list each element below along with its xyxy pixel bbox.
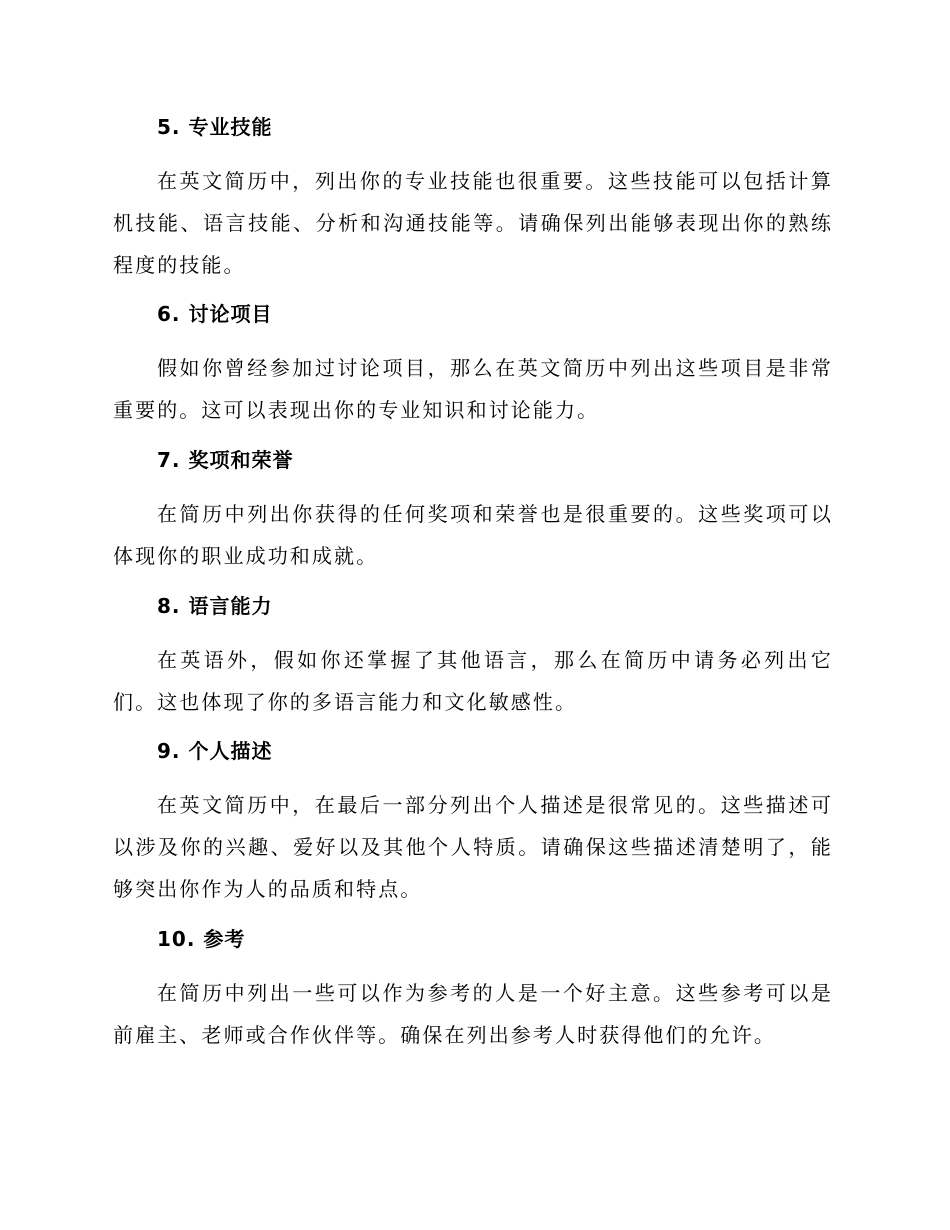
section-professional-skills: [113, 113, 833, 286]
section-language-ability: [113, 592, 833, 723]
section-paragraph: 假如你曾经参加过讨论项目，那么在英文简历中列出这些项目是非常重要的。这可以表现出你的专业知识和讨论能力。: [113, 356, 833, 422]
section-paragraph: 在英文简历中，在最后一部分列出个人描述是很常见的。这些描述可以涉及你的兴趣、爱好以及其他个人特质。请确保这些描述清楚明了，能够突出你作为人的品质和特点。: [113, 793, 833, 901]
section-paragraph: 在英文简历中，列出你的专业技能也很重要。这些技能可以包括计算机技能、语言技能、分析和沟通技能等。请确保列出能够表现出你的熟练程度的技能。: [113, 169, 833, 277]
section-heading: 5. 专业技能: [157, 115, 273, 139]
section-heading: 7. 奖项和荣誉: [157, 448, 294, 472]
section-paragraph: 在简历中列出你获得的任何奖项和荣誉也是很重要的。这些奖项可以体现你的职业成功和成就。: [113, 502, 833, 568]
section-paragraph: 在英语外，假如你还掌握了其他语言，那么在简历中请务必列出它们。这也体现了你的多语言能力和文化敏感性。: [113, 648, 833, 714]
section-references: [113, 925, 833, 1056]
section-paragraph: 在简历中列出一些可以作为参考的人是一个好主意。这些参考可以是前雇主、老师或合作伙伴等。确保在列出参考人时获得他们的允许。: [113, 981, 833, 1047]
section-discussion-projects: [113, 300, 833, 431]
section-heading: 8. 语言能力: [157, 594, 273, 618]
section-heading: 6. 讨论项目: [157, 302, 273, 326]
section-heading: 9. 个人描述: [157, 739, 273, 763]
section-heading: 10. 参考: [157, 927, 246, 951]
section-awards-honors: [113, 446, 833, 577]
section-personal-description: [113, 737, 833, 910]
